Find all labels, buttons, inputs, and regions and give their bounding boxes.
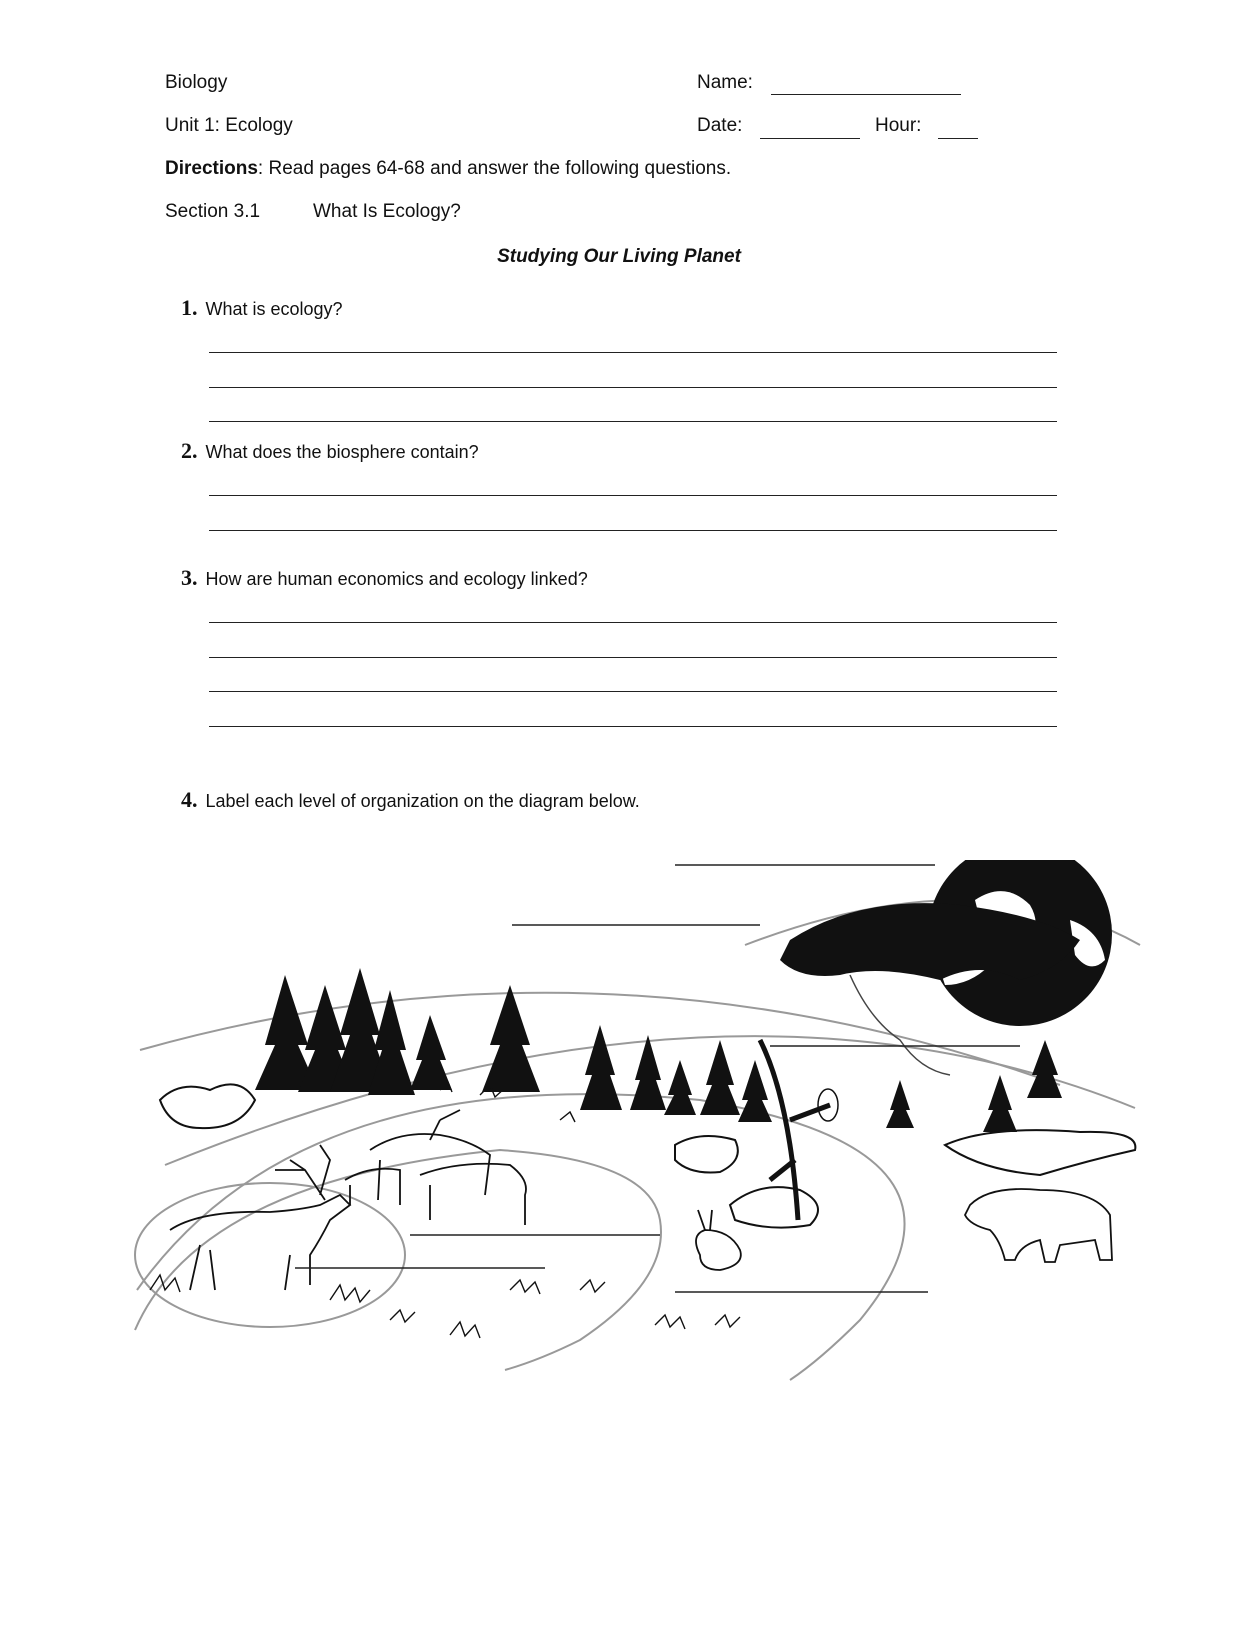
tree-trunk-icon [760, 1040, 830, 1220]
answer-line[interactable] [209, 726, 1057, 727]
question-text: What does the biosphere contain? [205, 442, 479, 462]
question-text: Label each level of organization on the diagram below. [205, 791, 640, 811]
question-text: What is ecology? [205, 299, 343, 319]
directions-text: : Read pages 64-68 and answer the following questions. [257, 158, 732, 179]
question-text: How are human economics and ecology linked? [205, 569, 588, 589]
answer-line[interactable] [209, 352, 1057, 353]
question-number: 4. [181, 787, 198, 812]
answer-line[interactable] [209, 530, 1057, 531]
date-label: Date: [697, 115, 743, 136]
question-1 [181, 295, 343, 321]
levels-of-organization-diagram [0, 860, 1238, 1400]
name-field[interactable] [771, 94, 961, 95]
question-number: 1. [181, 295, 198, 320]
date-field[interactable] [760, 138, 860, 139]
hour-field[interactable] [938, 138, 978, 139]
directions-label: Directions [165, 158, 258, 179]
subject-label: Biology [165, 72, 228, 93]
bear-icon [965, 1189, 1112, 1262]
name-label: Name: [697, 72, 753, 93]
question-number: 2. [181, 438, 198, 463]
answer-line[interactable] [209, 387, 1057, 388]
directions [165, 158, 731, 180]
hour-label: Hour: [875, 115, 922, 136]
section-title: What Is Ecology? [313, 201, 461, 222]
lake-icon [945, 1130, 1135, 1175]
forest-icon [255, 968, 1062, 1132]
answer-line[interactable] [209, 657, 1057, 658]
section-number: Section 3.1 [165, 201, 261, 222]
answer-line[interactable] [209, 421, 1057, 422]
question-number: 3. [181, 565, 198, 590]
answer-line[interactable] [209, 622, 1057, 623]
answer-line[interactable] [209, 495, 1057, 496]
unit-label: Unit 1: Ecology [165, 115, 293, 136]
question-2 [181, 438, 479, 464]
question-4 [181, 787, 640, 813]
coastline [850, 975, 950, 1075]
question-3 [181, 565, 588, 591]
page-subtitle: Studying Our Living Planet [497, 246, 741, 267]
answer-line[interactable] [209, 691, 1057, 692]
population-arc [135, 1150, 661, 1370]
